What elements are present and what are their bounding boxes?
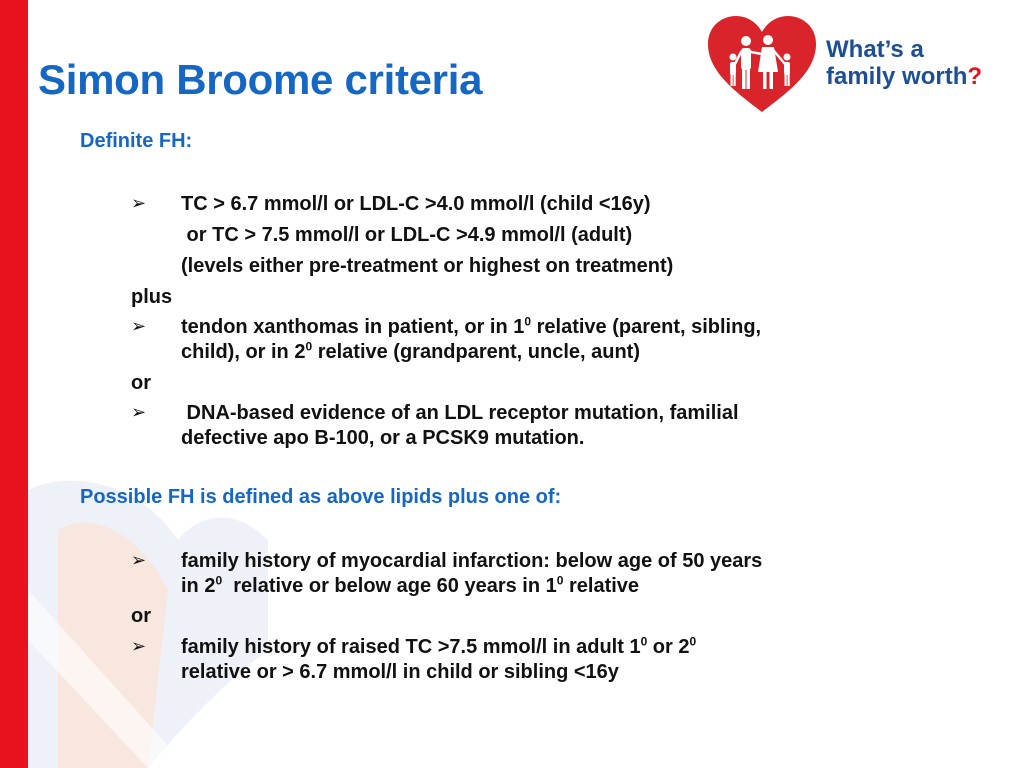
raised-tc-line-2: relative or > 6.7 mmol/l in child or sibling <16y xyxy=(181,661,619,683)
tagline-question-mark: ? xyxy=(967,63,983,90)
raised-tc-line-1: family history of raised TC >7.5 mmol/l in adult $1^0$ or $2^0$ xyxy=(181,634,697,658)
or-connector: or xyxy=(131,605,151,627)
tagline-text: family worth xyxy=(826,63,968,90)
arrow-bullet-icon: ➢ xyxy=(131,402,147,422)
dna-line-2: defective apo B-100, or a PCSK9 mutation. xyxy=(181,427,585,449)
plus-connector: plus xyxy=(131,286,173,308)
or-connector: or xyxy=(131,372,151,394)
definite-fh-heading: Definite FH: xyxy=(80,130,193,152)
tc-criteria-line-1: TC > 6.7 mmol/l or LDL-C >4.0 mmol/l (child <16y) xyxy=(181,193,651,215)
tc-criteria-line-2: or TC > 7.5 mmol/l or LDL-C >4.9 mmol/l (adult) xyxy=(181,224,633,246)
tendon-line-1: tendon xanthomas in patient, or in $1^0$ relative (parent, sibling, xyxy=(181,314,762,338)
arrow-bullet-icon: ➢ xyxy=(131,316,147,336)
mi-line-2: in $2^0$ relative or below age 60 years in $1^0$ relative xyxy=(181,573,640,597)
dna-line-1: DNA-based evidence of an LDL receptor mutation, familial xyxy=(181,402,739,424)
tagline-line-1: What’s a xyxy=(826,36,924,63)
arrow-bullet-icon: ➢ xyxy=(131,193,147,213)
arrow-bullet-icon: ➢ xyxy=(131,636,147,656)
possible-fh-heading: Possible FH is defined as above lipids plus one of: xyxy=(80,486,562,508)
mi-line-1: family history of myocardial infarction: below age of 50 years xyxy=(181,550,763,572)
tc-criteria-line-3: (levels either pre-treatment or highest on treatment) xyxy=(181,255,674,277)
tendon-line-2: child), or in $2^0$ relative (grandparent, uncle, aunt) xyxy=(181,339,640,363)
arrow-bullet-icon: ➢ xyxy=(131,550,147,570)
slide-title: Simon Broome criteria xyxy=(38,56,483,103)
